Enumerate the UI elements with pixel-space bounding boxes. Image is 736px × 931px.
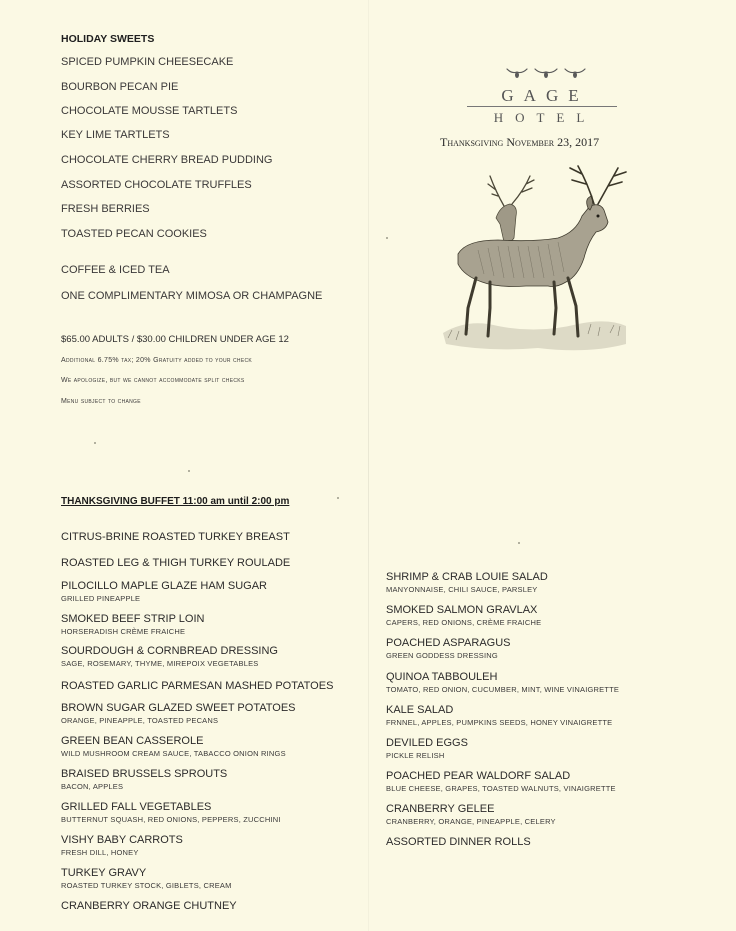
item-name: BRAISED BRUSSELS SPROUTS <box>61 768 228 780</box>
sweet-item: KEY LIME TARTLETS <box>61 129 170 141</box>
item-name: KALE SALAD <box>386 704 454 716</box>
item-name: ROASTED LEG & THIGH TURKEY ROULADE <box>61 557 291 569</box>
drink-item: ONE COMPLIMENTARY MIMOSA OR CHAMPAGNE <box>61 290 323 302</box>
item-description: BLUE CHEESE, GRAPES, TOASTED WALNUTS, VINAIGRETTE <box>386 784 616 793</box>
buffet-item <box>61 680 333 692</box>
item-name: POACHED ASPARAGUS <box>386 637 511 649</box>
buffet-item <box>61 645 278 668</box>
logo-hotel-text: HOTEL <box>493 110 597 125</box>
item-description: ORANGE, PINEAPPLE, TOASTED PECANS <box>61 716 219 725</box>
item-name: TURKEY GRAVY <box>61 867 147 879</box>
scan-speck <box>518 542 520 544</box>
item-description: GRILLED PINEAPPLE <box>61 594 141 603</box>
buffet-item <box>61 613 204 636</box>
page-fold <box>368 0 369 931</box>
buffet-item <box>386 671 619 694</box>
item-description: ROASTED TURKEY STOCK, GIBLETS, CREAM <box>61 881 232 890</box>
buffet-item <box>61 580 267 603</box>
item-name: BROWN SUGAR GLAZED SWEET POTATOES <box>61 702 296 714</box>
item-name: CRANBERRY ORANGE CHUTNEY <box>61 900 237 912</box>
item-name: ROASTED GARLIC PARMESAN MASHED POTATOES <box>61 680 334 692</box>
buffet-item <box>386 604 541 627</box>
sweet-item: TOASTED PECAN COOKIES <box>61 228 207 240</box>
item-description: CRANBERRY, ORANGE, PINEAPPLE, CELERY <box>386 817 556 826</box>
item-name: PILOCILLO MAPLE GLAZE HAM SUGAR <box>61 580 268 592</box>
buffet-item <box>61 867 232 890</box>
item-name: QUINOA TABBOULEH <box>386 671 498 683</box>
buffet-title: THANKSGIVING BUFFET 11:00 am until 2:00 pm <box>61 496 290 507</box>
item-description: MANYONNAISE, CHILI SAUCE, PARSLEY <box>386 585 538 594</box>
sweet-item: ASSORTED CHOCOLATE TRUFFLES <box>61 179 252 191</box>
buffet-item <box>61 900 237 912</box>
sweet-item: CHOCOLATE CHERRY BREAD PUDDING <box>61 154 273 166</box>
buffet-item <box>61 531 290 543</box>
item-description: PICKLE RELISH <box>386 751 445 760</box>
item-description: SAGE, ROSEMARY, THYME, MIREPOIX VEGETABLES <box>61 659 259 668</box>
logo-divider <box>467 106 617 107</box>
item-name: GREEN BEAN CASSEROLE <box>61 735 204 747</box>
split-check-note: We apologize, but we cannot accommodate split checks <box>61 377 245 384</box>
sweet-item: FRESH BERRIES <box>61 203 150 215</box>
item-name: SOURDOUGH & CORNBREAD DRESSING <box>61 645 278 657</box>
drink-item: COFFEE & ICED TEA <box>61 264 170 276</box>
logo-gage-text: GAGE <box>501 86 589 105</box>
buffet-item <box>61 801 281 824</box>
buffet-item <box>61 834 183 857</box>
buffet-item <box>61 557 290 569</box>
scan-speck <box>94 442 96 444</box>
holiday-sweets-heading: HOLIDAY SWEETS <box>61 33 155 45</box>
item-description: CAPERS, RED ONIONS, CRÈME FRAICHE <box>386 618 542 627</box>
item-name: ASSORTED DINNER ROLLS <box>386 836 531 848</box>
buffet-item <box>386 770 616 793</box>
item-description: WILD MUSHROOM CREAM SAUCE, TABACCO ONION RINGS <box>61 749 286 758</box>
sweet-item: SPICED PUMPKIN CHEESECAKE <box>61 56 234 68</box>
buffet-item <box>386 737 468 760</box>
item-name: VISHY BABY CARROTS <box>61 834 183 846</box>
item-name: CITRUS-BRINE ROASTED TURKEY BREAST <box>61 531 290 543</box>
buffet-item <box>386 704 612 727</box>
item-description: FRESH DILL, HONEY <box>61 848 139 857</box>
item-description: BACON, APPLES <box>61 782 124 791</box>
item-name: SMOKED SALMON GRAVLAX <box>386 604 538 616</box>
buffet-item <box>61 702 296 725</box>
buffet-item <box>61 768 227 791</box>
item-name: CRANBERRY GELEE <box>386 803 495 815</box>
item-name: GRILLED FALL VEGETABLES <box>61 801 212 813</box>
scan-speck <box>386 237 388 239</box>
item-name: DEVILED EGGS <box>386 737 468 749</box>
event-date: Thanksgiving November 23, 2017 <box>440 135 600 149</box>
buffet-item <box>386 571 548 594</box>
tax-note: Additional 6.75% tax; 20% Gratuity added to your check <box>61 357 253 364</box>
buffet-item <box>386 836 531 848</box>
item-description: BUTTERNUT SQUASH, RED ONIONS, PEPPERS, ZUCCHINI <box>61 815 281 824</box>
scan-speck <box>337 497 339 499</box>
sweet-item: BOURBON PECAN PIE <box>61 81 179 93</box>
scan-speck <box>188 470 190 472</box>
item-description: TOMATO, RED ONION, CUCUMBER, MINT, WINE VINAIGRETTE <box>386 685 620 694</box>
buffet-item <box>61 735 286 758</box>
item-name: POACHED PEAR WALDORF SALAD <box>386 770 571 782</box>
item-name: SMOKED BEEF STRIP LOIN <box>61 613 205 625</box>
item-name: SHRIMP & CRAB LOUIE SALAD <box>386 571 548 583</box>
item-description: FRNNEL, APPLES, PUMPKINS SEEDS, HONEY VINAIGRETTE <box>386 718 613 727</box>
buffet-item <box>386 637 511 660</box>
item-description: GREEN GODDESS DRESSING <box>386 651 498 660</box>
buffet-item <box>386 803 556 826</box>
item-description: HORSERADISH CRÈME FRAICHE <box>61 627 186 636</box>
deer-illustration <box>438 158 630 360</box>
sweet-item: CHOCOLATE MOUSSE TARTLETS <box>61 105 238 117</box>
price-line: $65.00 ADULTS / $30.00 CHILDREN UNDER AGE 12 <box>61 334 289 345</box>
longhorn-icon <box>505 66 587 80</box>
menu-change-note: Menu subject to change <box>61 398 141 405</box>
